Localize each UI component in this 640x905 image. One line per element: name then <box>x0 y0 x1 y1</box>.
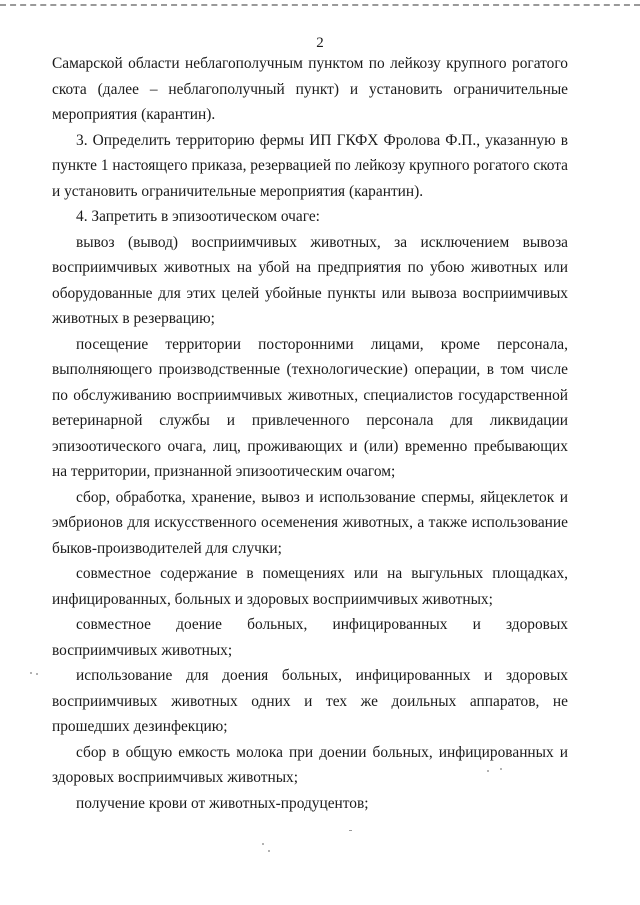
scan-speck <box>268 850 270 852</box>
page-number: 2 <box>316 35 324 51</box>
page-top-border <box>0 4 640 6</box>
scan-speck <box>36 673 38 675</box>
prohibition-visits: посещение территории посторонними лицами, кроме персонала, выполняющего производственные (технологические) операции, в том числе по обслуживанию восприимчивых животных, специалистов государственной ветеринарной службы и привлеченного персонала для ликвидации эпизоотического очага, лиц, проживающих и (или) временно пребывающих на территории, признанной эпизоотическим очагом; <box>52 335 568 480</box>
scan-speck <box>500 768 502 770</box>
prohibition-export-animals: вывоз (вывод) восприимчивых животных, за исключением вывоза восприимчивых животных на убой на предприятия по убою животных или оборудованные для этих целей убойные пункты или вывоза восприимчивых животных в резервацию; <box>52 233 568 327</box>
scan-speck <box>487 770 489 772</box>
prohibition-blood-collection: получение крови от животных-продуцентов; <box>76 794 369 812</box>
paragraph-item-4: 4. Запретить в эпизоотическом очаге: <box>76 208 320 225</box>
paragraph-continuation: Самарской области неблагополучным пунктом по лейкозу крупного рогатого скота (далее – неблагополучный пункт) и установить ограничительные мероприятия (карантин). <box>52 55 568 123</box>
prohibition-joint-milking: совместное доение больных, инфицированных и здоровых восприимчивых животных; <box>52 616 568 659</box>
scan-speck <box>349 830 352 831</box>
prohibition-semen-embryos: сбор, обработка, хранение, вывоз и использование спермы, яйцеклеток и эмбрионов для искусственного осеменения животных, а также использование быков-производителей для случки; <box>52 488 568 557</box>
prohibition-joint-keeping: совместное содержание в помещениях или на выгульных площадках, инфицированных, больных и здоровых восприимчивых животных; <box>52 565 568 608</box>
prohibition-shared-milking-machines: использование для доения больных, инфицированных и здоровых восприимчивых животных одних и тех же доильных аппаратов, не прошедших дезинфекцию; <box>52 667 568 735</box>
scan-speck <box>30 672 32 674</box>
document-body <box>52 51 568 816</box>
scan-speck <box>262 843 264 845</box>
prohibition-common-milk-container: сбор в общую емкость молока при доении больных, инфицированных и здоровых восприимчивых животных; <box>52 743 568 786</box>
paragraph-item-3: 3. Определить территорию фермы ИП ГКФХ Фролова Ф.П., указанную в пункте 1 настоящего приказа, резервацией по лейкозу крупного рогатого скота и установить ограничительные мероприятия (карантин). <box>52 131 569 200</box>
